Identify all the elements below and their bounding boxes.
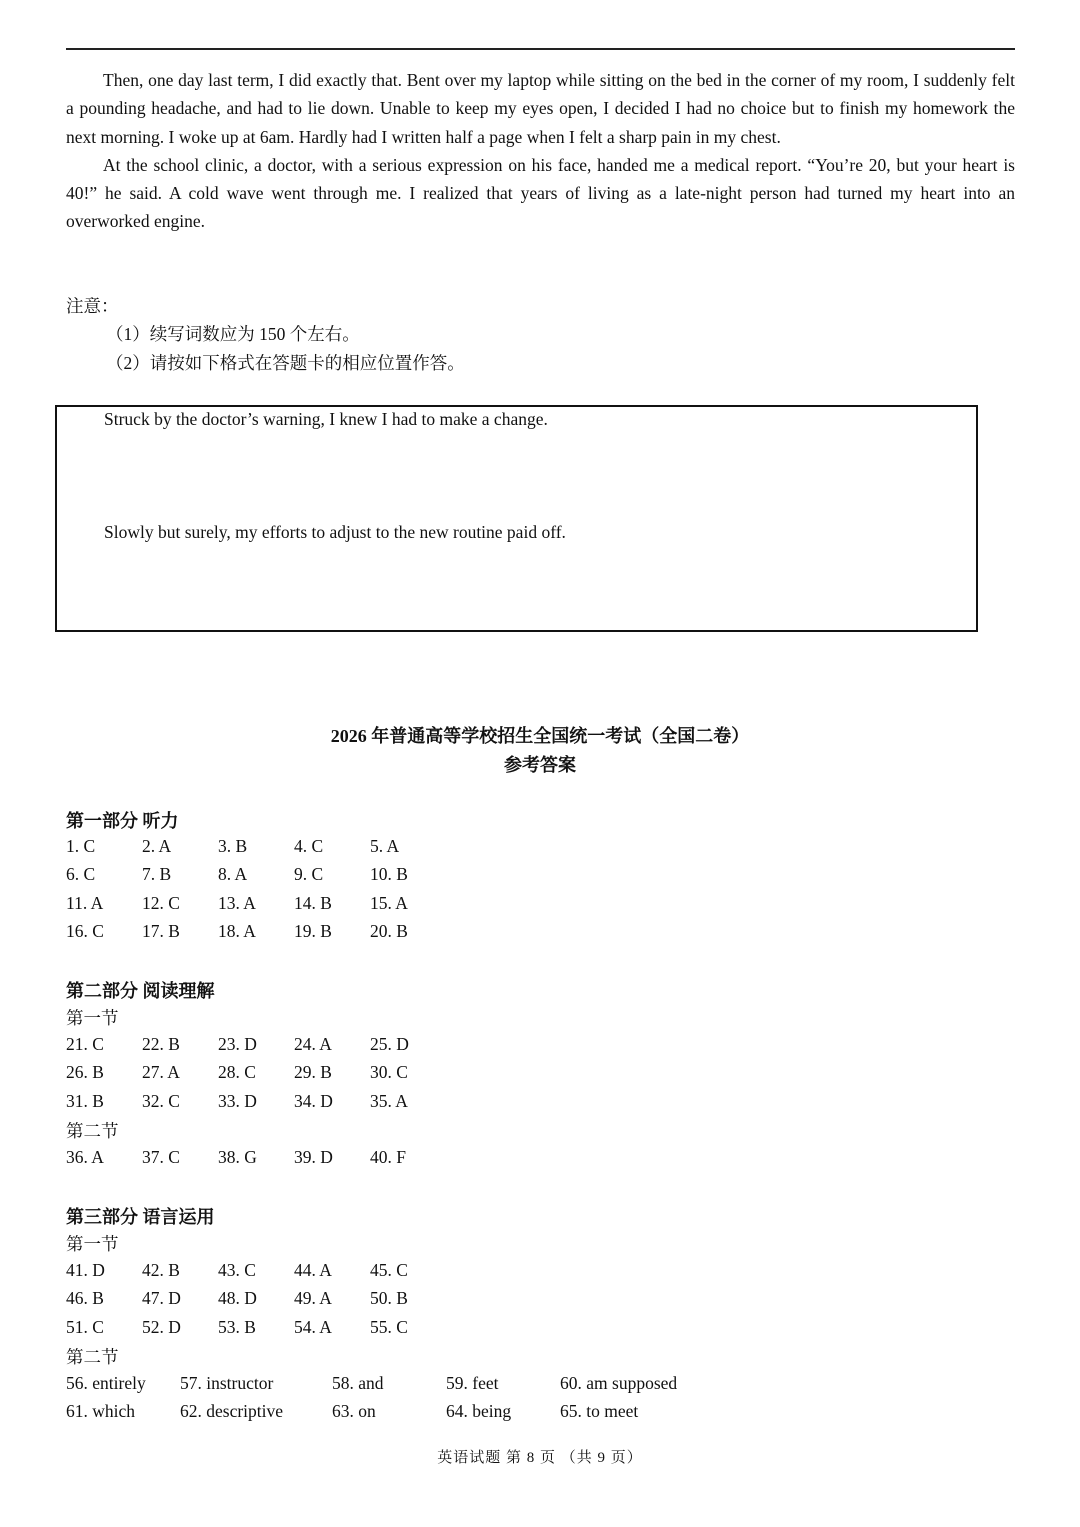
answer-item: 24. A [294,1034,332,1054]
answer-item: 20. B [370,920,408,941]
answer-item: 41. D [66,1260,105,1280]
paragraph-start-1: Struck by the doctor’s warning, I knew I had to make a change. [104,409,548,429]
part2-heading: 第二部分 阅读理解 [66,981,215,1001]
answer-item: 9. C [294,864,324,885]
answer-item: 25. D [370,1034,409,1054]
answer-key-title: 2026 年普通高等学校招生全国统一考试（全国二卷） [330,726,750,746]
passage-paragraph: Then, one day last term, I did exactly that. Bent over my laptop while sitting on the bed in the corner of my room, I suddenly felt a pounding headache, and had to lie down. Unable to keep my eyes open, I decided I had no choice but to finish my homework the next morning. I woke up at 6am. Hardly had I written half a page when I felt a sharp pain in my chest. [66,70,1015,147]
part2-section1-label: 第一节 [66,1008,119,1028]
answer-item: 47. D [142,1288,181,1309]
answer-item: 10. B [370,864,408,885]
answer-item: 31. B [66,1090,104,1111]
answer-item: 8. A [218,864,248,885]
answer-item: 65. to meet [560,1401,639,1422]
note-item: （1）续写词数应为 150 个左右。 [106,324,360,345]
answer-item: 27. A [142,1062,180,1083]
answer-item: 23. D [218,1034,257,1054]
answer-item: 61. which [66,1401,136,1422]
answer-item: 45. C [370,1260,408,1280]
page-footer: 英语试题 第 8 页 （共 9 页） [437,1450,643,1466]
answer-item: 36. A [66,1147,104,1167]
answer-item: 13. A [218,892,256,913]
answer-item: 55. C [370,1316,408,1337]
answer-item: 44. A [294,1260,332,1280]
answer-item: 51. C [66,1316,104,1337]
answer-format-box [55,405,978,632]
answer-item: 33. D [218,1090,257,1111]
answer-item: 60. am supposed [560,1373,678,1393]
answer-item: 12. C [142,892,180,913]
answer-item: 43. C [218,1260,256,1280]
answer-item: 39. D [294,1147,333,1167]
answer-item: 48. D [218,1288,257,1309]
answer-item: 30. C [370,1062,408,1083]
answer-item: 52. D [142,1316,181,1337]
answer-item: 3. B [218,836,248,856]
answer-item: 35. A [370,1090,408,1111]
answer-item: 59. feet [446,1373,499,1393]
answer-item: 49. A [294,1288,332,1309]
part2-section2-label: 第二节 [66,1121,119,1141]
answer-item: 19. B [294,920,332,941]
answer-item: 56. entirely [66,1373,146,1393]
answer-item: 58. and [332,1373,384,1393]
answer-item: 26. B [66,1062,104,1083]
answer-item: 4. C [294,836,324,856]
paragraph-start-2: Slowly but surely, my efforts to adjust to the new routine paid off. [104,522,566,542]
answer-item: 37. C [142,1147,180,1167]
answer-item: 16. C [66,920,104,941]
answer-item: 22. B [142,1034,180,1054]
story-passage [66,66,1015,236]
part3-section1-label: 第一节 [66,1234,119,1254]
answer-item: 40. F [370,1147,406,1167]
answer-item: 28. C [218,1062,256,1083]
top-rule [66,48,1015,50]
answer-item: 64. being [446,1401,512,1422]
answer-item: 5. A [370,836,400,856]
answer-item: 46. B [66,1288,104,1309]
notes-label: 注意： [66,296,119,316]
part3-heading: 第三部分 语言运用 [66,1207,215,1227]
answer-key-subtitle: 参考答案 [504,755,576,775]
writing-notes [66,292,1015,377]
answer-item: 29. B [294,1062,332,1083]
answer-item: 15. A [370,892,408,913]
answer-item: 7. B [142,864,172,885]
answer-item: 2. A [142,836,172,856]
answer-item: 21. C [66,1034,104,1054]
answer-item: 32. C [142,1090,180,1111]
answer-item: 42. B [142,1260,180,1280]
answer-item: 63. on [332,1401,376,1422]
answer-item: 62. descriptive [180,1401,284,1422]
answer-item: 50. B [370,1288,408,1309]
answer-item: 54. A [294,1316,332,1337]
answer-item: 11. A [66,892,104,913]
answer-item: 34. D [294,1090,333,1111]
answer-item: 6. C [66,864,96,885]
passage-paragraph: At the school clinic, a doctor, with a serious expression on his face, handed me a medical report. “You’re 20, but your heart is 40!” he said. A cold wave went through me. I realized that years of living as a late-night person had turned my heart into an overworked engine. [66,154,1015,232]
part3-section2-label: 第二节 [66,1347,119,1367]
answer-item: 38. G [218,1147,257,1167]
part1-heading: 第一部分 听力 [66,811,179,831]
answer-item: 14. B [294,892,332,913]
answer-item: 1. C [66,836,96,856]
answer-item: 17. B [142,920,180,941]
note-item: （2）请按如下格式在答题卡的相应位置作答。 [106,352,465,373]
answer-item: 18. A [218,920,256,941]
answer-item: 53. B [218,1316,256,1337]
answer-item: 57. instructor [180,1373,274,1393]
